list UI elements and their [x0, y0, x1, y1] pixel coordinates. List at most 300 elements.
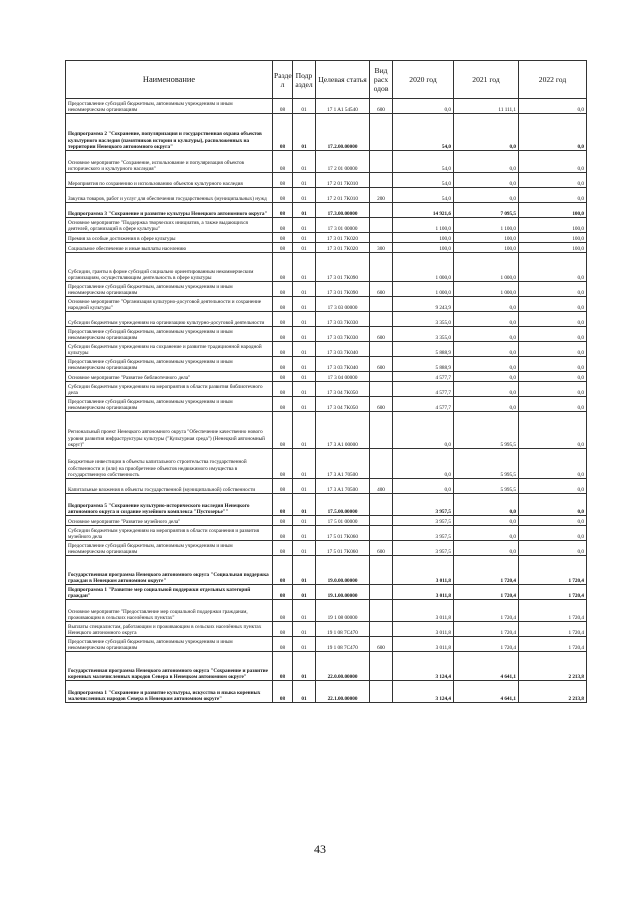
cell-vid — [370, 449, 393, 479]
cell-razdel: 08 — [273, 637, 293, 652]
cell-2022: 100,0 — [519, 243, 587, 253]
cell-2021: 7 095,5 — [454, 203, 519, 218]
cell-podrazdel: 01 — [293, 494, 316, 516]
cell-2021: 0,0 — [454, 188, 519, 203]
cell-target: 17 3 03 00000 — [316, 297, 370, 312]
cell-vid — [370, 494, 393, 516]
cell-2020: 1 000,0 — [393, 253, 454, 282]
cell-2021: 11 111,1 — [454, 99, 519, 114]
cell-vid: 600 — [370, 637, 393, 652]
cell-vid — [370, 312, 393, 327]
header-name: Наименование — [66, 61, 273, 99]
cell-razdel: 08 — [273, 449, 293, 479]
cell-razdel: 08 — [273, 312, 293, 327]
cell-podrazdel: 01 — [293, 600, 316, 622]
cell-2022: 1 720,4 — [519, 600, 587, 622]
cell-2020: 0,0 — [393, 99, 454, 114]
table-row — [66, 282, 587, 297]
cell-2021: 0,0 — [454, 541, 519, 556]
cell-razdel: 08 — [273, 516, 293, 526]
cell-target: 17 5 01 7K060 — [316, 526, 370, 541]
cell-razdel: 08 — [273, 494, 293, 516]
header-2020: 2020 год — [393, 61, 454, 99]
cell-2022: 1 720,4 — [519, 556, 587, 585]
cell-name: Социальное обеспечение и иные выплаты населению — [66, 243, 273, 253]
cell-2021: 0,0 — [454, 494, 519, 516]
table-row — [66, 412, 587, 449]
cell-2021: 100,0 — [454, 243, 519, 253]
cell-2021: 0,0 — [454, 151, 519, 173]
cell-vid — [370, 342, 393, 357]
cell-target: 22.1.00.00000 — [316, 681, 370, 703]
cell-target: 19 1 08 7C470 — [316, 637, 370, 652]
cell-2022: 0,0 — [519, 516, 587, 526]
cell-razdel: 08 — [273, 526, 293, 541]
cell-2021: 0,0 — [454, 327, 519, 342]
cell-podrazdel: 01 — [293, 541, 316, 556]
cell-name: Основное мероприятие "Сохранение, использование и популяризация объектов исторического и культурного наследия" — [66, 151, 273, 173]
cell-2020: 1 100,0 — [393, 218, 454, 233]
cell-2021: 0,0 — [454, 297, 519, 312]
cell-2020: 54,0 — [393, 114, 454, 151]
cell-podrazdel: 01 — [293, 412, 316, 449]
cell-name: Предоставление субсидий бюджетным, автономным учреждениям и иным некоммерческим организациям — [66, 327, 273, 342]
cell-2022: 0,0 — [519, 342, 587, 357]
cell-razdel: 08 — [273, 233, 293, 243]
cell-name: Предоставление субсидий бюджетным, автономным учреждениям и иным некоммерческим организациям — [66, 357, 273, 372]
cell-2021: 0,0 — [454, 516, 519, 526]
cell-name: Субсидии бюджетным учреждениям на организацию культурно-досуговой деятельности — [66, 312, 273, 327]
table-row — [66, 600, 587, 622]
cell-podrazdel: 01 — [293, 397, 316, 412]
table-row — [66, 585, 587, 600]
cell-target: 22.0.00.00000 — [316, 652, 370, 681]
cell-name: Основное мероприятие "Развитие библиотечного дела" — [66, 372, 273, 382]
cell-2022: 2 213,8 — [519, 652, 587, 681]
cell-target: 17 3 04 00000 — [316, 372, 370, 382]
cell-2022: 0,0 — [519, 173, 587, 188]
header-2021: 2021 год — [454, 61, 519, 99]
cell-name: Закупка товаров, работ и услуг для обеспечения государственных (муниципальных) нужд — [66, 188, 273, 203]
cell-2020: 0,0 — [393, 479, 454, 494]
cell-2020: 5 888,9 — [393, 357, 454, 372]
cell-target: 17 3 04 7K050 — [316, 382, 370, 397]
cell-2020: 0,0 — [393, 412, 454, 449]
cell-podrazdel: 01 — [293, 253, 316, 282]
cell-podrazdel: 01 — [293, 233, 316, 243]
cell-vid — [370, 114, 393, 151]
cell-razdel: 08 — [273, 652, 293, 681]
cell-razdel: 08 — [273, 282, 293, 297]
cell-target: 17 1 A1 54540 — [316, 99, 370, 114]
cell-2022: 0,0 — [519, 312, 587, 327]
cell-2021: 0,0 — [454, 397, 519, 412]
header-razdel: Разде л — [273, 61, 293, 99]
table-row — [66, 243, 587, 253]
cell-razdel: 08 — [273, 253, 293, 282]
cell-podrazdel: 01 — [293, 99, 316, 114]
table-row — [66, 99, 587, 114]
cell-2020: 4 577,7 — [393, 382, 454, 397]
cell-target: 17 3 01 00000 — [316, 218, 370, 233]
cell-2020: 54,0 — [393, 151, 454, 173]
table-row — [66, 203, 587, 218]
cell-razdel: 08 — [273, 372, 293, 382]
cell-2020: 3 124,4 — [393, 652, 454, 681]
cell-name: Подпрограмма 5 "Сохранение культурно-исторического наследия Ненецкого автономного округа и создание музейного комплекса "Пустозерье"" — [66, 494, 273, 516]
cell-2021: 1 000,0 — [454, 253, 519, 282]
cell-2022: 0,0 — [519, 327, 587, 342]
cell-2021: 4 641,1 — [454, 652, 519, 681]
header-vid: Вид расх одов — [370, 61, 393, 99]
cell-vid — [370, 526, 393, 541]
cell-target: 17 3 03 7K040 — [316, 342, 370, 357]
cell-2021: 0,0 — [454, 312, 519, 327]
cell-razdel: 08 — [273, 382, 293, 397]
cell-razdel: 08 — [273, 556, 293, 585]
table-row — [66, 342, 587, 357]
table-row — [66, 372, 587, 382]
cell-podrazdel: 01 — [293, 652, 316, 681]
cell-2021: 0,0 — [454, 382, 519, 397]
cell-name: Бюджетные инвестиции в объекты капитального строительства государственной собственности и (или) на приобретение объектов недвижимого имущества в государственную собственность — [66, 449, 273, 479]
table-row — [66, 218, 587, 233]
cell-target: 17 3 01 7K020 — [316, 243, 370, 253]
cell-podrazdel: 01 — [293, 151, 316, 173]
cell-podrazdel: 01 — [293, 479, 316, 494]
cell-2021: 1 720,4 — [454, 600, 519, 622]
cell-vid: 600 — [370, 327, 393, 342]
cell-name: Выплаты специалистам, работающим и проживающим в сельских населённых пунктах Ненецкого автономного округа — [66, 622, 273, 637]
table-row — [66, 297, 587, 312]
cell-2022: 0,0 — [519, 541, 587, 556]
cell-2022: 2 213,8 — [519, 681, 587, 703]
cell-2020: 3 355,0 — [393, 312, 454, 327]
cell-podrazdel: 01 — [293, 114, 316, 151]
cell-razdel: 08 — [273, 357, 293, 372]
table-row — [66, 479, 587, 494]
cell-2022: 0,0 — [519, 99, 587, 114]
cell-vid — [370, 585, 393, 600]
cell-podrazdel: 01 — [293, 516, 316, 526]
cell-2021: 1 100,0 — [454, 218, 519, 233]
cell-vid — [370, 253, 393, 282]
cell-vid: 600 — [370, 357, 393, 372]
cell-name: Основное мероприятие "Развитие музейного дела" — [66, 516, 273, 526]
cell-target: 17 3 03 7K030 — [316, 327, 370, 342]
cell-target: 17 2 01 7K010 — [316, 173, 370, 188]
cell-target: 17 3 03 7K030 — [316, 312, 370, 327]
cell-2021: 5 995,5 — [454, 412, 519, 449]
table-row — [66, 541, 587, 556]
cell-2020: 14 921,6 — [393, 203, 454, 218]
cell-vid — [370, 233, 393, 243]
cell-name: Основное мероприятие "Предоставление мер социальной поддержки гражданам, проживающим в сельских населённых пунктах" — [66, 600, 273, 622]
cell-podrazdel: 01 — [293, 342, 316, 357]
cell-name: Подпрограмма 1 "Сохранение и развитие культуры, искусства и языка коренных малочисленных народов Севера в Ненецком автономном округе" — [66, 681, 273, 703]
cell-name: Премия за особые достижения в сфере культуры — [66, 233, 273, 243]
cell-2021: 5 995,5 — [454, 479, 519, 494]
cell-vid: 300 — [370, 243, 393, 253]
cell-2020: 3 957,5 — [393, 494, 454, 516]
cell-name: Мероприятия по сохранению и использованию объектов культурного наследия — [66, 173, 273, 188]
cell-razdel: 08 — [273, 151, 293, 173]
cell-2020: 3 957,5 — [393, 526, 454, 541]
cell-target: 19 1 08 7C470 — [316, 622, 370, 637]
cell-name: Государственная программа Ненецкого автономного округа "Сохранение и развитие коренных малочисленных народов Севера в Ненецком автономном округе" — [66, 652, 273, 681]
cell-2022: 0,0 — [519, 526, 587, 541]
cell-2021: 1 720,4 — [454, 622, 519, 637]
cell-2022: 0,0 — [519, 357, 587, 372]
cell-podrazdel: 01 — [293, 297, 316, 312]
table-row — [66, 494, 587, 516]
cell-2021: 5 995,5 — [454, 449, 519, 479]
cell-vid — [370, 173, 393, 188]
cell-razdel: 08 — [273, 243, 293, 253]
cell-2021: 4 641,1 — [454, 681, 519, 703]
cell-target: 19.0.00.00000 — [316, 556, 370, 585]
cell-razdel: 08 — [273, 99, 293, 114]
cell-2022: 0,0 — [519, 372, 587, 382]
cell-podrazdel: 01 — [293, 282, 316, 297]
cell-razdel: 08 — [273, 585, 293, 600]
cell-2021: 0,0 — [454, 173, 519, 188]
cell-2022: 0,0 — [519, 397, 587, 412]
cell-2020: 3 124,4 — [393, 681, 454, 703]
cell-podrazdel: 01 — [293, 188, 316, 203]
cell-razdel: 08 — [273, 188, 293, 203]
cell-target: 19 1 08 00000 — [316, 600, 370, 622]
cell-razdel: 08 — [273, 622, 293, 637]
cell-2022: 0,0 — [519, 282, 587, 297]
cell-vid: 600 — [370, 282, 393, 297]
cell-target: 17 3 01 7K020 — [316, 233, 370, 243]
cell-2021: 0,0 — [454, 372, 519, 382]
cell-razdel: 08 — [273, 600, 293, 622]
cell-2022: 0,0 — [519, 494, 587, 516]
cell-2020: 3 011,8 — [393, 600, 454, 622]
cell-podrazdel: 01 — [293, 556, 316, 585]
cell-razdel: 08 — [273, 327, 293, 342]
cell-razdel: 08 — [273, 342, 293, 357]
cell-podrazdel: 01 — [293, 243, 316, 253]
cell-target: 17 3 01 7K090 — [316, 253, 370, 282]
cell-2022: 100,0 — [519, 218, 587, 233]
cell-2022: 0,0 — [519, 382, 587, 397]
cell-name: Региональный проект Ненецкого автономного округа "Обеспечение качественно нового уровня развития инфраструктуры культуры ("Культурная среда") (Ненецкий автономный округ)" — [66, 412, 273, 449]
table-row — [66, 151, 587, 173]
table-row — [66, 397, 587, 412]
cell-vid — [370, 372, 393, 382]
page-number: 43 — [314, 842, 326, 856]
cell-vid — [370, 297, 393, 312]
cell-podrazdel: 01 — [293, 585, 316, 600]
cell-target: 17 3 04 7K050 — [316, 397, 370, 412]
table-row — [66, 253, 587, 282]
cell-vid: 600 — [370, 541, 393, 556]
cell-name: Субсидии, гранты в форме субсидий социально ориентированным некоммерческим организациям, осуществляющим деятельность в сфере культуры — [66, 253, 273, 282]
table-row — [66, 233, 587, 243]
cell-podrazdel: 01 — [293, 357, 316, 372]
cell-target: 19.1.00.00000 — [316, 585, 370, 600]
cell-razdel: 08 — [273, 541, 293, 556]
cell-target: 17 2 01 00000 — [316, 151, 370, 173]
cell-2021: 1 720,4 — [454, 637, 519, 652]
cell-2022: 0,0 — [519, 151, 587, 173]
cell-2020: 100,0 — [393, 243, 454, 253]
cell-2022: 0,0 — [519, 297, 587, 312]
cell-vid — [370, 516, 393, 526]
cell-name: Субсидии бюджетным учреждениям на мероприятия в области развития библиотечного дела — [66, 382, 273, 397]
cell-name: Подпрограмма 3 "Сохранение и развитие культуры Ненецкого автономного округа" — [66, 203, 273, 218]
table-row — [66, 173, 587, 188]
table-row — [66, 327, 587, 342]
cell-2022: 0,0 — [519, 188, 587, 203]
cell-razdel: 08 — [273, 173, 293, 188]
cell-podrazdel: 01 — [293, 203, 316, 218]
cell-name: Предоставление субсидий бюджетным, автономным учреждениям и иным некоммерческим организациям — [66, 397, 273, 412]
cell-2022: 1 720,4 — [519, 585, 587, 600]
cell-vid — [370, 652, 393, 681]
table-row — [66, 114, 587, 151]
cell-2020: 5 888,9 — [393, 342, 454, 357]
cell-name: Основное мероприятие "Поддержка творческих инициатив, а также выдающихся деятелей, организаций в сфере культуры" — [66, 218, 273, 233]
cell-2021: 0,0 — [454, 342, 519, 357]
cell-name: Основное мероприятие "Организация культурно-досуговой деятельности и сохранение народной культуры" — [66, 297, 273, 312]
cell-2021: 0,0 — [454, 526, 519, 541]
cell-2020: 3 957,5 — [393, 516, 454, 526]
table-row — [66, 188, 587, 203]
header-podrazdel: Подр аздел — [293, 61, 316, 99]
table-row — [66, 516, 587, 526]
cell-podrazdel: 01 — [293, 637, 316, 652]
cell-podrazdel: 01 — [293, 622, 316, 637]
cell-2020: 4 577,7 — [393, 397, 454, 412]
cell-target: 17 3 03 7K040 — [316, 357, 370, 372]
cell-2022: 100,0 — [519, 233, 587, 243]
cell-2021: 0,0 — [454, 357, 519, 372]
cell-target: 17 5 01 00000 — [316, 516, 370, 526]
cell-name: Подпрограмма 2 "Сохранение, популяризация и государственная охрана объектов культурного наследия (памятников истории и культуры), расположенных на территории Ненецкого автономного округа" — [66, 114, 273, 151]
cell-razdel: 08 — [273, 218, 293, 233]
cell-2022: 0,0 — [519, 449, 587, 479]
cell-podrazdel: 01 — [293, 526, 316, 541]
cell-2020: 3 011,8 — [393, 585, 454, 600]
table-row — [66, 526, 587, 541]
cell-vid — [370, 151, 393, 173]
header-2022: 2022 год — [519, 61, 587, 99]
cell-vid — [370, 203, 393, 218]
cell-name: Предоставление субсидий бюджетным, автономным учреждениям и иным некоммерческим организациям — [66, 541, 273, 556]
cell-2022: 0,0 — [519, 412, 587, 449]
header-target: Целевая статья — [316, 61, 370, 99]
cell-razdel: 08 — [273, 412, 293, 449]
cell-2020: 0,0 — [393, 449, 454, 479]
cell-target: 17 5 01 7K060 — [316, 541, 370, 556]
cell-vid — [370, 681, 393, 703]
cell-2022: 1 720,4 — [519, 622, 587, 637]
cell-vid — [370, 382, 393, 397]
cell-2022: 0,0 — [519, 479, 587, 494]
table-row — [66, 556, 587, 585]
cell-2020: 4 577,7 — [393, 372, 454, 382]
cell-2020: 3 355,0 — [393, 327, 454, 342]
cell-podrazdel: 01 — [293, 327, 316, 342]
cell-target: 17 3 01 7K090 — [316, 282, 370, 297]
cell-2020: 100,0 — [393, 233, 454, 243]
cell-name: Предоставление субсидий бюджетным, автономным учреждениям и иным некоммерческим организациям — [66, 282, 273, 297]
cell-vid — [370, 600, 393, 622]
cell-target: 17 3 A1 00000 — [316, 412, 370, 449]
cell-vid — [370, 218, 393, 233]
cell-podrazdel: 01 — [293, 218, 316, 233]
cell-razdel: 08 — [273, 681, 293, 703]
table-row — [66, 357, 587, 372]
cell-name: Субсидии бюджетным учреждениям на мероприятия в области сохранения и развития музейного дела — [66, 526, 273, 541]
cell-vid: 400 — [370, 479, 393, 494]
cell-name: Государственная программа Ненецкого автономного округа "Социальная поддержка граждан в Ненецком автономном округе" — [66, 556, 273, 585]
cell-2021: 1 000,0 — [454, 282, 519, 297]
cell-name: Субсидии бюджетным учреждениям на сохранение и развитие традиционной народной культуры — [66, 342, 273, 357]
table-row — [66, 382, 587, 397]
cell-name: Капитальные вложения в объекты государственной (муниципальной) собственности — [66, 479, 273, 494]
cell-vid — [370, 622, 393, 637]
cell-name: Предоставление субсидий бюджетным, автономным учреждениям и иным некоммерческим организациям — [66, 99, 273, 114]
cell-2020: 3 011,8 — [393, 556, 454, 585]
table-row — [66, 312, 587, 327]
cell-razdel: 08 — [273, 114, 293, 151]
cell-podrazdel: 01 — [293, 312, 316, 327]
cell-target: 17.3.00.00000 — [316, 203, 370, 218]
cell-podrazdel: 01 — [293, 382, 316, 397]
cell-2020: 1 000,0 — [393, 282, 454, 297]
budget-table — [65, 60, 587, 703]
cell-target: 17.2.00.00000 — [316, 114, 370, 151]
cell-2021: 0,0 — [454, 114, 519, 151]
cell-2020: 3 011,8 — [393, 622, 454, 637]
cell-vid — [370, 412, 393, 449]
cell-podrazdel: 01 — [293, 449, 316, 479]
cell-2022: 0,0 — [519, 114, 587, 151]
table-row — [66, 622, 587, 637]
cell-vid — [370, 556, 393, 585]
cell-2021: 100,0 — [454, 233, 519, 243]
cell-razdel: 08 — [273, 297, 293, 312]
cell-podrazdel: 01 — [293, 372, 316, 382]
cell-vid: 600 — [370, 99, 393, 114]
cell-razdel: 08 — [273, 479, 293, 494]
cell-2020: 9 243,9 — [393, 297, 454, 312]
cell-name: Подпрограмма 1 "Развитие мер социальной поддержки отдельных категорий граждан" — [66, 585, 273, 600]
cell-podrazdel: 01 — [293, 681, 316, 703]
cell-razdel: 08 — [273, 397, 293, 412]
cell-podrazdel: 01 — [293, 173, 316, 188]
cell-2020: 54,0 — [393, 188, 454, 203]
cell-target: 17 3 A1 70500 — [316, 449, 370, 479]
cell-vid: 200 — [370, 188, 393, 203]
cell-2021: 1 720,4 — [454, 556, 519, 585]
cell-target: 17 2 01 7K010 — [316, 188, 370, 203]
cell-2020: 3 957,5 — [393, 541, 454, 556]
cell-2020: 54,0 — [393, 173, 454, 188]
cell-target: 17.5.00.00000 — [316, 494, 370, 516]
table-header-row — [66, 61, 587, 99]
table-row — [66, 637, 587, 652]
cell-vid: 600 — [370, 397, 393, 412]
table-row — [66, 449, 587, 479]
cell-2022: 0,0 — [519, 253, 587, 282]
cell-name: Предоставление субсидий бюджетным, автономным учреждениям и иным некоммерческим организациям — [66, 637, 273, 652]
